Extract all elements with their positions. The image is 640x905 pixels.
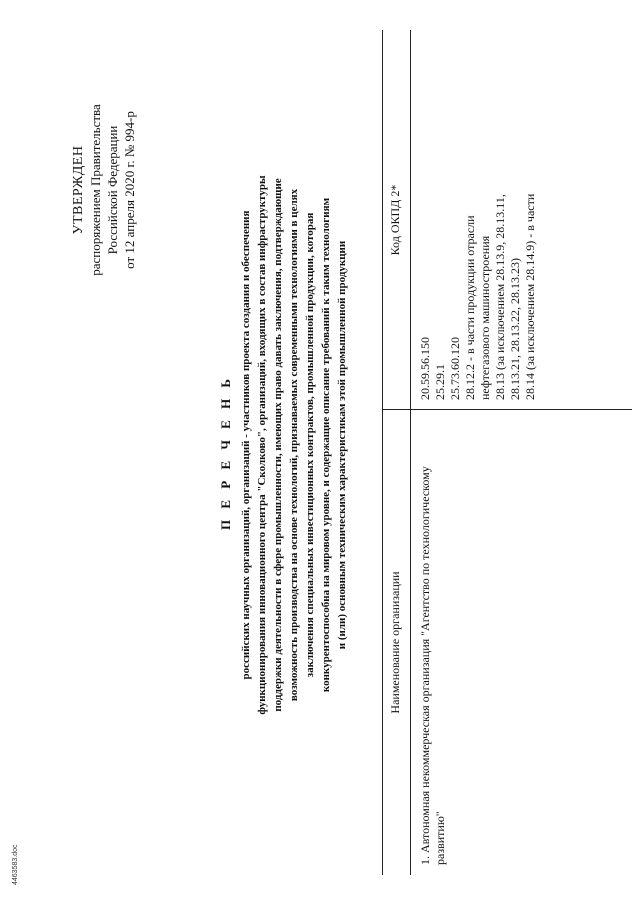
subtitle-line: поддержки деятельности в сфере промышленности, имеющих право давать заключения, подтверждающие <box>272 178 284 712</box>
subtitle-line: и (или) основным техническим характеристикам этой промышленной продукции <box>336 240 348 650</box>
table-header-rule <box>410 30 411 875</box>
okpd-code-line: 25.73.60.120 <box>448 337 462 400</box>
approval-line-2: распоряжением Правительства <box>88 104 103 276</box>
table-row-codes-cell <box>418 30 538 400</box>
subtitle-line: заключения специальных инвестиционных контрактов, промышленной продукции, которая <box>304 212 316 678</box>
okpd-code-line: 20.59.56.150 <box>418 337 432 400</box>
subtitle-line: российских научных организаций, организаций - участников проекта создания и обеспечения <box>240 210 252 680</box>
column-header-code: Код ОКПД 2* <box>388 184 402 256</box>
okpd-code-line: 28.13 (за исключением 28.13.9, 28.13.11, <box>493 194 507 400</box>
table-column-divider <box>382 409 632 410</box>
document-subtitle <box>238 65 350 825</box>
okpd-code-line: 28.13.21, 28.13.22, 28.13.23) <box>508 258 522 400</box>
approval-stamp <box>70 75 138 305</box>
approval-line-3: Российской Федерации <box>105 125 120 255</box>
approval-line-4: от 12 апреля 2020 г. № 994-р <box>122 111 137 269</box>
okpd-code-line: нефтегазового машиностроения <box>478 235 492 400</box>
subtitle-line: возможность производства на основе технологий, признаваемых современными технологиями в целях <box>288 188 300 702</box>
table-row-name-cell: 1. Автономная некоммерческая организация "Агентство по технологическому развитию" <box>418 466 447 865</box>
table-top-rule <box>382 30 383 875</box>
okpd-code-line: 28.12.2 - в части продукции отрасли <box>463 215 477 400</box>
approval-line-1: УТВЕРЖДЕН <box>71 145 86 235</box>
subtitle-line: конкурентоспособна на мировом уровне, и содержащие описание требований к таким технологиям <box>320 197 332 693</box>
document-title: П Е Р Е Ч Е Н Ь <box>218 374 233 531</box>
column-header-name: Наименование организации <box>388 571 402 714</box>
okpd-code-line: 28.14 (за исключением 28.14.9) - в части <box>523 193 537 400</box>
okpd-code-line: 25.29.1 <box>433 364 447 400</box>
subtitle-line: функционирования инновационного центра "Сколково", организаций, входящих в состав инфраструктуры <box>256 175 268 715</box>
document-file-id: 4463583.doc <box>12 844 19 885</box>
